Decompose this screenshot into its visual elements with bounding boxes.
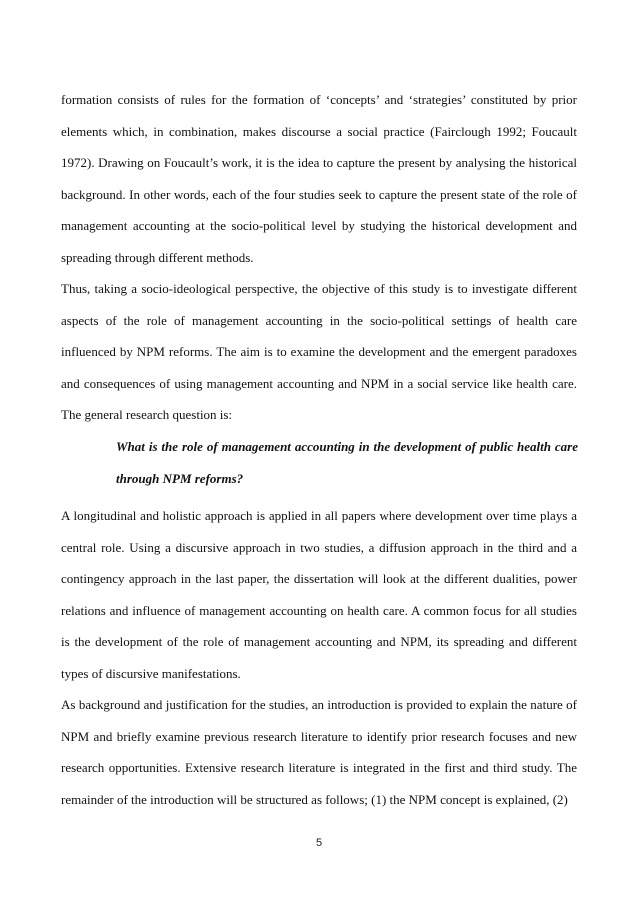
- paragraph-approach: A longitudinal and holistic approach is applied in all papers where development over time plays a central role. Using a discursive approach in two studies, a diffusion approach in the third and a contingency approach in the last paper, the dissertation will look at the different dualities, power relations and influence of management accounting on health care. A common focus for all studies is the development of the role of management accounting and NPM, its spreading and different types of discursive manifestations.: [61, 508, 577, 681]
- paragraph-background: As background and justification for the studies, an introduction is provided to explain the nature of NPM and briefly examine previous research literature to identify prior research focuses and new research opportunities. Extensive research literature is integrated in the first and third study. The remainder of the introduction will be structured as follows; (1) the NPM concept is explained, (2): [61, 697, 577, 807]
- paragraph-discourse-formation: formation consists of rules for the formation of ‘concepts’ and ‘strategies’ constituted by prior elements which, in combination, makes discourse a social practice (Fairclough 1992; Foucault 1972). Drawing on Foucault’s work, it is the idea to capture the present by analysing the historical background. In other words, each of the four studies seek to capture the present state of the role of management accounting at the socio-political level by studying the historical development and spreading through different methods.: [61, 92, 577, 265]
- page-number: 5: [315, 837, 323, 849]
- research-question: What is the role of management accounting in the development of public health care through NPM reforms?: [116, 439, 578, 486]
- paragraph-study-objective: Thus, taking a socio-ideological perspective, the objective of this study is to investigate different aspects of the role of management accounting in the socio-political settings of health care influenced by NPM reforms. The aim is to examine the development and the emergent paradoxes and consequences of using management accounting and NPM in a social service like health care. The general research question is:: [61, 281, 577, 422]
